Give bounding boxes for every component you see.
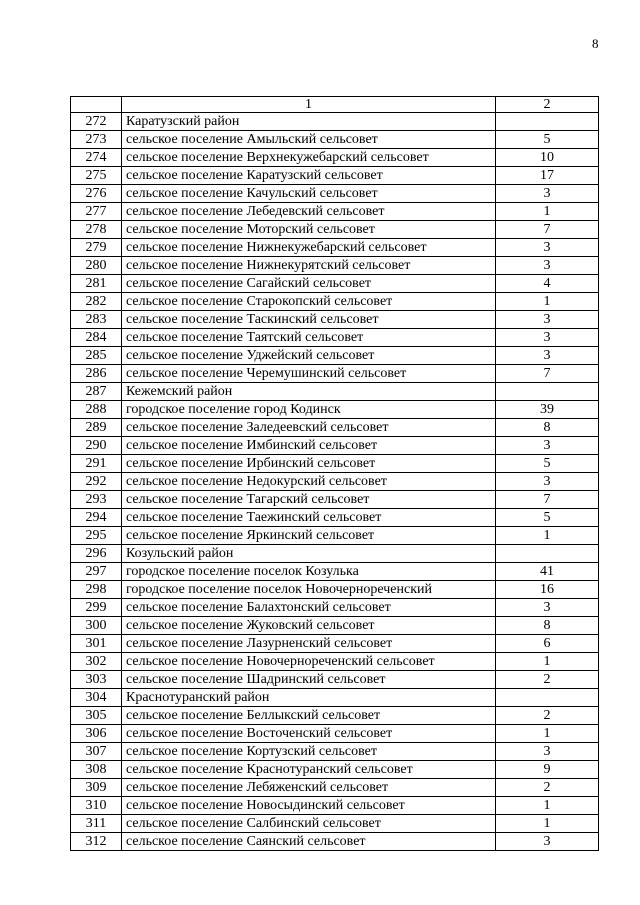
table-row — [71, 383, 599, 401]
row-value: 16 — [496, 581, 599, 599]
row-name: сельское поселение Таежинский сельсовет — [122, 509, 496, 527]
row-value: 10 — [496, 149, 599, 167]
table-row — [71, 293, 599, 311]
row-value — [496, 113, 599, 131]
row-name: сельское поселение Лебяженский сельсовет — [122, 779, 496, 797]
settlements-table — [70, 96, 599, 851]
row-name: сельское поселение Лебедевский сельсовет — [122, 203, 496, 221]
row-value: 3 — [496, 833, 599, 851]
row-value: 7 — [496, 365, 599, 383]
table-row — [71, 725, 599, 743]
row-value: 2 — [496, 779, 599, 797]
table-row — [71, 455, 599, 473]
row-value: 3 — [496, 599, 599, 617]
row-value: 17 — [496, 167, 599, 185]
row-name: сельское поселение Верхнекужебарский сельсовет — [122, 149, 496, 167]
row-value: 3 — [496, 743, 599, 761]
row-name: сельское поселение Заледеевский сельсовет — [122, 419, 496, 437]
row-number: 275 — [71, 167, 122, 185]
row-name: сельское поселение Новосыдинский сельсовет — [122, 797, 496, 815]
table-row — [71, 509, 599, 527]
row-number: 309 — [71, 779, 122, 797]
row-value: 2 — [496, 707, 599, 725]
row-name: Каратузский район — [122, 113, 496, 131]
row-value: 8 — [496, 617, 599, 635]
row-name: сельское поселение Жуковский сельсовет — [122, 617, 496, 635]
row-number: 300 — [71, 617, 122, 635]
row-number: 280 — [71, 257, 122, 275]
row-value: 1 — [496, 797, 599, 815]
row-name: сельское поселение Саянский сельсовет — [122, 833, 496, 851]
row-value: 1 — [496, 203, 599, 221]
row-number: 304 — [71, 689, 122, 707]
row-value: 3 — [496, 473, 599, 491]
table-row — [71, 491, 599, 509]
row-name: Кежемский район — [122, 383, 496, 401]
row-value: 1 — [496, 527, 599, 545]
row-number: 297 — [71, 563, 122, 581]
table-row — [71, 689, 599, 707]
row-number: 290 — [71, 437, 122, 455]
table-row — [71, 401, 599, 419]
row-number: 311 — [71, 815, 122, 833]
row-value: 7 — [496, 221, 599, 239]
row-value: 3 — [496, 239, 599, 257]
row-value: 3 — [496, 347, 599, 365]
row-number: 307 — [71, 743, 122, 761]
row-name: сельское поселение Сагайский сельсовет — [122, 275, 496, 293]
row-name: сельское поселение Имбинский сельсовет — [122, 437, 496, 455]
row-number: 286 — [71, 365, 122, 383]
table-row — [71, 347, 599, 365]
table-row — [71, 635, 599, 653]
row-number: 294 — [71, 509, 122, 527]
table-row — [71, 437, 599, 455]
row-name: сельское поселение Тагарский сельсовет — [122, 491, 496, 509]
row-number: 299 — [71, 599, 122, 617]
row-value: 39 — [496, 401, 599, 419]
row-name: сельское поселение Черемушинский сельсовет — [122, 365, 496, 383]
table-row — [71, 113, 599, 131]
table-row — [71, 221, 599, 239]
row-number: 289 — [71, 419, 122, 437]
row-value: 6 — [496, 635, 599, 653]
table-row — [71, 473, 599, 491]
row-number: 285 — [71, 347, 122, 365]
row-name: сельское поселение Каратузский сельсовет — [122, 167, 496, 185]
row-number: 302 — [71, 653, 122, 671]
table-row — [71, 329, 599, 347]
header-cell-col1: 1 — [122, 97, 496, 113]
table-row — [71, 545, 599, 563]
table-row — [71, 671, 599, 689]
row-name: сельское поселение Салбинский сельсовет — [122, 815, 496, 833]
row-value: 3 — [496, 311, 599, 329]
row-name: сельское поселение Шадринский сельсовет — [122, 671, 496, 689]
row-number: 293 — [71, 491, 122, 509]
row-name: сельское поселение Кортузский сельсовет — [122, 743, 496, 761]
row-value: 5 — [496, 509, 599, 527]
row-value: 5 — [496, 455, 599, 473]
row-number: 312 — [71, 833, 122, 851]
table-body — [71, 97, 599, 851]
table-row — [71, 599, 599, 617]
row-number: 279 — [71, 239, 122, 257]
row-number: 292 — [71, 473, 122, 491]
row-number: 295 — [71, 527, 122, 545]
table-row — [71, 833, 599, 851]
row-value: 9 — [496, 761, 599, 779]
row-name: сельское поселение Лазурненский сельсовет — [122, 635, 496, 653]
row-name: сельское поселение Яркинский сельсовет — [122, 527, 496, 545]
row-number: 283 — [71, 311, 122, 329]
header-cell-empty — [71, 97, 122, 113]
row-name: сельское поселение Нижнекужебарский сельсовет — [122, 239, 496, 257]
row-name: сельское поселение Таскинский сельсовет — [122, 311, 496, 329]
row-name: сельское поселение Восточенский сельсовет — [122, 725, 496, 743]
row-number: 301 — [71, 635, 122, 653]
row-name: сельское поселение Беллыкский сельсовет — [122, 707, 496, 725]
table-header-row — [71, 97, 599, 113]
row-number: 298 — [71, 581, 122, 599]
header-cell-col2: 2 — [496, 97, 599, 113]
table-row — [71, 617, 599, 635]
row-number: 273 — [71, 131, 122, 149]
row-name: Краснотуранский район — [122, 689, 496, 707]
row-name: городское поселение поселок Новочернореченский — [122, 581, 496, 599]
row-name: сельское поселение Краснотуранский сельсовет — [122, 761, 496, 779]
row-number: 310 — [71, 797, 122, 815]
row-value: 1 — [496, 815, 599, 833]
row-name: городское поселение город Кодинск — [122, 401, 496, 419]
table-row — [71, 167, 599, 185]
row-value: 3 — [496, 257, 599, 275]
row-name: сельское поселение Старокопский сельсовет — [122, 293, 496, 311]
table-row — [71, 203, 599, 221]
row-value: 4 — [496, 275, 599, 293]
row-number: 272 — [71, 113, 122, 131]
row-number: 281 — [71, 275, 122, 293]
row-value: 2 — [496, 671, 599, 689]
table-row — [71, 131, 599, 149]
row-number: 308 — [71, 761, 122, 779]
table-row — [71, 743, 599, 761]
row-value: 1 — [496, 653, 599, 671]
row-number: 305 — [71, 707, 122, 725]
row-name: сельское поселение Качульский сельсовет — [122, 185, 496, 203]
row-value: 7 — [496, 491, 599, 509]
row-name: сельское поселение Таятский сельсовет — [122, 329, 496, 347]
row-value: 1 — [496, 725, 599, 743]
row-value: 8 — [496, 419, 599, 437]
table-row — [71, 419, 599, 437]
row-value — [496, 383, 599, 401]
row-name: сельское поселение Недокурский сельсовет — [122, 473, 496, 491]
table-row — [71, 815, 599, 833]
table-row — [71, 275, 599, 293]
table-row — [71, 185, 599, 203]
table-row — [71, 797, 599, 815]
row-number: 288 — [71, 401, 122, 419]
row-number: 276 — [71, 185, 122, 203]
row-name: сельское поселение Амыльский сельсовет — [122, 131, 496, 149]
row-value: 3 — [496, 329, 599, 347]
row-number: 303 — [71, 671, 122, 689]
table-row — [71, 257, 599, 275]
row-number: 274 — [71, 149, 122, 167]
row-name: сельское поселение Уджейский сельсовет — [122, 347, 496, 365]
table-row — [71, 311, 599, 329]
row-name: сельское поселение Балахтонский сельсовет — [122, 599, 496, 617]
row-value — [496, 689, 599, 707]
row-name: сельское поселение Нижнекурятский сельсовет — [122, 257, 496, 275]
table-row — [71, 563, 599, 581]
row-number: 291 — [71, 455, 122, 473]
row-number: 277 — [71, 203, 122, 221]
row-value: 1 — [496, 293, 599, 311]
row-number: 282 — [71, 293, 122, 311]
page-number: 8 — [592, 36, 599, 51]
row-name: сельское поселение Моторский сельсовет — [122, 221, 496, 239]
table-row — [71, 761, 599, 779]
row-value: 5 — [496, 131, 599, 149]
table-row — [71, 581, 599, 599]
row-name: городское поселение поселок Козулька — [122, 563, 496, 581]
row-number: 306 — [71, 725, 122, 743]
row-name: сельское поселение Ирбинский сельсовет — [122, 455, 496, 473]
table-row — [71, 365, 599, 383]
row-value: 3 — [496, 185, 599, 203]
table-row — [71, 707, 599, 725]
table-row — [71, 239, 599, 257]
row-value — [496, 545, 599, 563]
row-number: 278 — [71, 221, 122, 239]
row-number: 296 — [71, 545, 122, 563]
row-name: сельское поселение Новочернореченский сельсовет — [122, 653, 496, 671]
table-row — [71, 149, 599, 167]
table-row — [71, 527, 599, 545]
row-value: 3 — [496, 437, 599, 455]
row-number: 284 — [71, 329, 122, 347]
row-number: 287 — [71, 383, 122, 401]
table-row — [71, 779, 599, 797]
row-name: Козульский район — [122, 545, 496, 563]
row-value: 41 — [496, 563, 599, 581]
table-row — [71, 653, 599, 671]
